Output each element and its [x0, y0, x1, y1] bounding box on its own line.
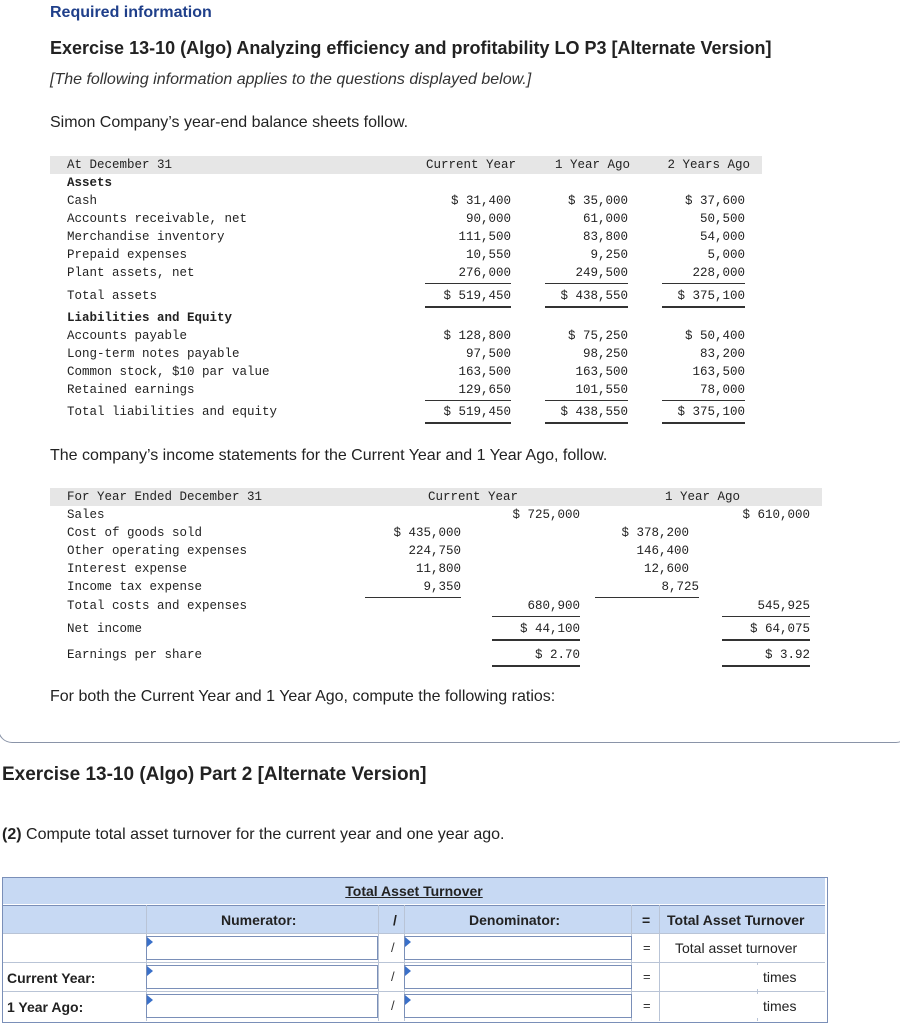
expense-current: 224,750 [408, 544, 461, 558]
net-income-prev: $ 64,075 [722, 622, 810, 641]
total-liabilities-value: $ 438,550 [545, 405, 628, 424]
total-liabilities-label: Total liabilities and equity [67, 405, 278, 419]
liability-row-label: Long-term notes payable [67, 347, 240, 361]
denominator-input-1-year-ago[interactable] [404, 994, 632, 1018]
slash-symbol: / [391, 969, 395, 984]
total-costs-current: 680,900 [492, 599, 580, 617]
sales-label: Sales [67, 508, 105, 522]
income-col-current-year: Current Year [428, 490, 519, 504]
income-statement-intro: The company’s income statements for the Current Year and 1 Year Ago, follow. [50, 447, 608, 464]
total-liabilities-value: $ 375,100 [662, 405, 745, 424]
table-row [3, 962, 825, 991]
asset-row-value: 83,800 [582, 230, 628, 244]
table-title-bar [3, 878, 825, 904]
col-2-years-ago: 2 Years Ago [667, 158, 750, 172]
liability-row-label: Retained earnings [67, 383, 195, 397]
asset-row-value: 54,000 [699, 230, 745, 244]
one-year-ago-label: 1 Year Ago: [7, 999, 84, 1015]
dropdown-marker-icon [405, 937, 411, 947]
expense-label: Income tax expense [67, 580, 203, 594]
income-period-label: For Year Ended December 31 [67, 490, 263, 504]
info-panel-border [0, 720, 900, 743]
liability-row-value: 163,500 [692, 365, 745, 379]
question-number: (2) [2, 826, 22, 843]
asset-row-value: 249,500 [545, 266, 628, 284]
exercise-title: Exercise 13-10 (Algo) Analyzing efficiency and profitability LO P3 [Alternate Version] [50, 38, 772, 58]
asset-row-label: Merchandise inventory [67, 230, 225, 244]
expense-current: 9,350 [365, 580, 461, 598]
slash-symbol: / [391, 998, 395, 1013]
eps-current: $ 2.70 [492, 648, 580, 667]
liability-row-value: 97,500 [465, 347, 511, 361]
total-liabilities-value: $ 519,450 [425, 405, 511, 424]
asset-row-label: Prepaid expenses [67, 248, 188, 262]
net-income-current: $ 44,100 [492, 622, 580, 641]
total-assets-value: $ 519,450 [425, 289, 511, 308]
liability-row-value: $ 75,250 [567, 329, 628, 343]
denominator-header: Denominator: [469, 912, 560, 928]
unit-label: times [763, 969, 797, 985]
question-text [2, 826, 505, 844]
equals-header: = [642, 912, 651, 928]
total-assets-label: Total assets [67, 289, 158, 303]
asset-row-value: 5,000 [707, 248, 745, 262]
info-note: [The following information applies to the questions displayed below.] [50, 71, 532, 88]
table-row [3, 933, 825, 962]
assets-heading: Assets [67, 176, 113, 190]
sales-current: $ 725,000 [512, 508, 580, 522]
expense-current: $ 435,000 [393, 526, 461, 540]
table-row [3, 991, 825, 1020]
income-col-1-year-ago: 1 Year Ago [665, 490, 741, 504]
liability-row-label: Common stock, $10 par value [67, 365, 270, 379]
liability-row-value: $ 50,400 [684, 329, 745, 343]
numerator-input-current-year[interactable] [146, 965, 378, 989]
total-costs-label: Total costs and expenses [67, 599, 248, 613]
asset-row-value: 61,000 [582, 212, 628, 226]
total-assets-value: $ 438,550 [545, 289, 628, 308]
expense-prev: 8,725 [595, 580, 699, 598]
liability-row-value: 101,550 [545, 383, 628, 401]
expense-label: Cost of goods sold [67, 526, 203, 540]
question-body: Compute total asset turnover for the current year and one year ago. [21, 826, 505, 843]
asset-row-label: Accounts receivable, net [67, 212, 248, 226]
liability-row-label: Accounts payable [67, 329, 188, 343]
turnover-input-1-year-ago[interactable] [661, 994, 759, 1018]
expense-prev: $ 378,200 [621, 526, 689, 540]
asset-row-label: Cash [67, 194, 98, 208]
liability-row-value: 163,500 [458, 365, 511, 379]
expense-prev: 12,600 [643, 562, 689, 576]
asset-row-value: $ 35,000 [567, 194, 628, 208]
asset-row-value: 90,000 [465, 212, 511, 226]
liabilities-heading: Liabilities and Equity [67, 311, 233, 325]
denominator-input-current-year[interactable] [404, 965, 632, 989]
total-costs-prev: 545,925 [722, 599, 810, 617]
unit-label: times [763, 998, 797, 1014]
denominator-input[interactable] [404, 936, 632, 960]
expense-label: Interest expense [67, 562, 188, 576]
liability-row-value: 78,000 [662, 383, 745, 401]
current-year-label: Current Year: [7, 970, 96, 986]
liability-row-value: 163,500 [575, 365, 628, 379]
eps-label: Earnings per share [67, 648, 203, 662]
net-income-label: Net income [67, 622, 143, 636]
sales-prev: $ 610,000 [742, 508, 810, 522]
numerator-header: Numerator: [221, 912, 297, 928]
asset-row-value: 50,500 [699, 212, 745, 226]
liability-row-value: 129,650 [425, 383, 511, 401]
part-title: Exercise 13-10 (Algo) Part 2 [Alternate Version] [2, 764, 427, 785]
asset-row-value: 111,500 [458, 230, 511, 244]
asset-row-value: 10,550 [465, 248, 511, 262]
asset-row-value: 228,000 [662, 266, 745, 284]
asset-row-value: 276,000 [425, 266, 511, 284]
turnover-input-current-year[interactable] [661, 965, 759, 989]
balance-sheet-intro: Simon Company’s year-end balance sheets follow. [50, 114, 409, 131]
result-label: Total asset turnover [675, 940, 798, 956]
slash-header: / [393, 912, 397, 928]
expense-label: Other operating expenses [67, 544, 248, 558]
asset-row-value: 9,250 [590, 248, 628, 262]
total-assets-value: $ 375,100 [662, 289, 745, 308]
asset-row-value: $ 31,400 [450, 194, 511, 208]
numerator-input-1-year-ago[interactable] [146, 994, 378, 1018]
equals-symbol: = [643, 940, 651, 955]
asset-row-label: Plant assets, net [67, 266, 195, 280]
required-information-heading: Required information [50, 4, 212, 21]
balance-sheet-date-label: At December 31 [67, 158, 173, 172]
slash-symbol: / [391, 940, 395, 955]
col-current-year: Current Year [425, 158, 516, 172]
liability-row-value: 98,250 [582, 347, 628, 361]
table-title: Total Asset Turnover [345, 883, 483, 899]
liability-row-value: $ 128,800 [443, 329, 511, 343]
numerator-input[interactable] [146, 936, 378, 960]
result-header: Total Asset Turnover [667, 912, 805, 928]
expense-current: 11,800 [415, 562, 461, 576]
equals-symbol: = [643, 998, 651, 1013]
col-1-year-ago: 1 Year Ago [554, 158, 630, 172]
eps-prev: $ 3.92 [722, 648, 810, 667]
dropdown-marker-icon [147, 937, 153, 947]
dropdown-marker-icon [147, 966, 153, 976]
table-header-row [3, 905, 825, 933]
equals-symbol: = [643, 969, 651, 984]
dropdown-marker-icon [405, 995, 411, 1005]
liability-row-value: 83,200 [699, 347, 745, 361]
dropdown-marker-icon [147, 995, 153, 1005]
dropdown-marker-icon [405, 966, 411, 976]
asset-row-value: $ 37,600 [684, 194, 745, 208]
expense-prev: 146,400 [636, 544, 689, 558]
ratios-prompt: For both the Current Year and 1 Year Ago, compute the following ratios: [50, 688, 556, 705]
